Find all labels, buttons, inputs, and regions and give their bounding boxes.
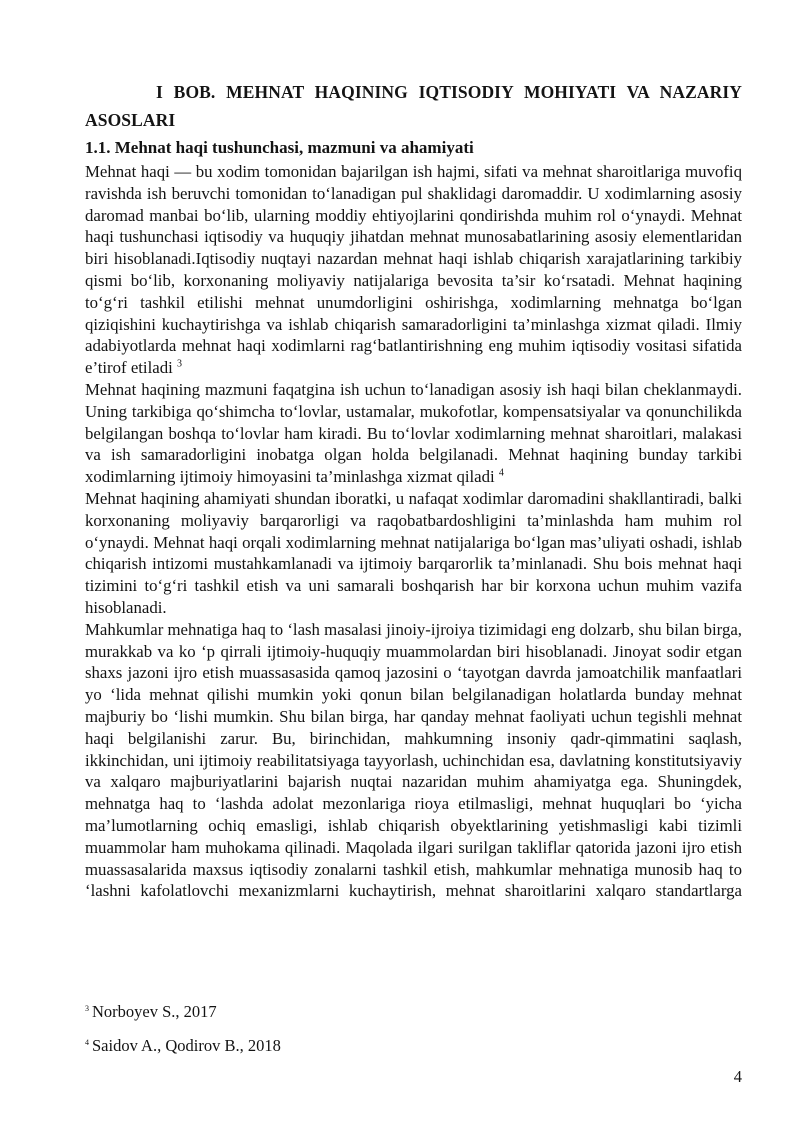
paragraph: Mehnat haqi — bu xodim tomonidan bajarilgan ish hajmi, sifati va mehnat sharoitlariga muvofiq ravishda ish beruvchi tomonidan to‘lanadigan pul shaklidagi daromaddir. U xodimlarning asosiy daromad manbai bo‘lib, ularning moddiy ehtiyojlarini qondirishda muhim rol o‘ynaydi. Mehnat haqi tushunchasi iqtisodiy va huquqiy jihatdan mehnat munosabatlarining asosiy elementlaridan biri hisoblanadi.Iqtisodiy nuqtayi nazardan mehnat haqi ishlab chiqarish xarajatlarining tarkibiy qismi bo‘lib, korxonaning moliyaviy natijalariga bevosita ta’sir ko‘rsatadi. Mehnat haqining to‘g‘ri tashkil etilishi mehnat unumdorligini oshirishga, xodimlarning mehnatga bo‘lgan qiziqishini kuchaytirishga va ishlab chiqarish samaradorligini ta’minlashga xizmat qiladi. Ilmiy adabiyotlarda mehnat haqi xodimlarni rag‘batlantirishning eng muhim iqtisodiy vositasi sifatida e’tirof etiladi $^3$: [85, 162, 742, 378]
footnote-ref: 4: [498, 467, 504, 479]
footnotes: [85, 1001, 742, 1069]
footnote: $^4$ Saidov A., Qodirov B., 2018: [85, 1036, 281, 1055]
section-subheading: 1.1. Mehnat haqi tushunchasi, mazmuni va ahamiyati: [85, 138, 474, 157]
footnote-marker: 4: [85, 1037, 89, 1047]
paragraph: Mahkumlar mehnatiga haq to ‘lash masalasi jinoiy-ijroiya tizimidagi eng dolzarb, shu bilan birga, murakkab va ko ‘p qirrali ijtimoiy-huquqiy muammolardan biri hisoblanadi. Jinoyat sodir etgan shaxs jazoni ijro etish muassasasida qamoq jazosini o ‘tayotgan davrda jamoatchilik manfaatlari yo ‘lida mehnat qilishi mumkin yoki qonun bilan belgilanadigan holatlarda bunday mehnat majburiy bo ‘lishi mumkin. Shu bilan birga, har qanday mehnat faoliyati uchun tegishli mehnat haqi belgilanishi zarur. Bu, birinchidan, mahkumning insoniy qadr-qimmatini saqlash, ikkinchidan, uni ijtimoiy reabilitatsiyaga tayyorlash, uchinchidan esa, davlatning konstitutsiyaviy va xalqaro majburiyatlarini bajarish nuqtai nazaridan muhim ahamiyatga ega. Shuningdek, mehnatga haq to ‘lashda adolat mezonlariga rioya etilmasligi, mehnat huquqlari bo ‘yicha ma’lumotlarning ochiq emasligi, ishlab chiqarish obyektlarining yetishmasligi kabi tizimli muammolar ham muhokama qilinadi. Maqolada ilgari surilgan takliflar qatorida jazoni ijro etish muassasalarida maxsus iqtisodiy zonalarni tashkil etish, mahkumlar mehnatiga munosib haq to ‘lashni kafolatlovchi mexanizmlarni kuchaytirish, mehnat sharoitlarini xalqaro standartlarga: [85, 619, 742, 901]
paragraph: Mehnat haqining mazmuni faqatgina ish uchun to‘lanadigan asosiy ish haqi bilan cheklanmaydi. Uning tarkibiga qo‘shimcha to‘lovlar, ustamalar, mukofotlar, kompensatsiyalar va qonunchilikda belgilangan boshqa to‘lovlar ham kiradi. Bu to‘lovlar xodimlarning mehnat sharoitlari, malakasi va ish samaradorligini inobatga olgan holda belgilanadi. Mehnat haqining bunday tarkibi xodimlarning ijtimoiy himoyasini ta’minlashga xizmat qiladi $^4$: [85, 379, 742, 487]
footnote-marker: 3: [85, 1003, 89, 1013]
body-paragraphs: [85, 161, 742, 991]
paragraph: Mehnat haqining ahamiyati shundan iboratki, u nafaqat xodimlar daromadini shakllantiradi, balki korxonaning moliyaviy barqarorligi va raqobatbardoshligini ta’minlashda ham muhim rol o‘ynaydi. Mehnat haqi orqali xodimlarning mehnat natijalariga bo‘lgan mas’uliyati oshadi, ishlab chiqarish intizomi mustahkamlanadi va ijtimoiy barqarorlik ta’minlanadi. Shu bois mehnat haqi tizimini to‘g‘ri tashkil etish va uni samarali boshqarish har bir korxona uchun muhim vazifa hisoblanadi.: [85, 488, 742, 617]
chapter-heading: I BOB. MEHNAT HAQINING IQTISODIY MOHIYATI VA NAZARIY ASOSLARI: [85, 82, 742, 130]
page-number: 4: [733, 1067, 742, 1086]
footnote-ref: 3: [176, 358, 182, 370]
footnote: $^3$ Norboyev S., 2017: [85, 1002, 217, 1021]
